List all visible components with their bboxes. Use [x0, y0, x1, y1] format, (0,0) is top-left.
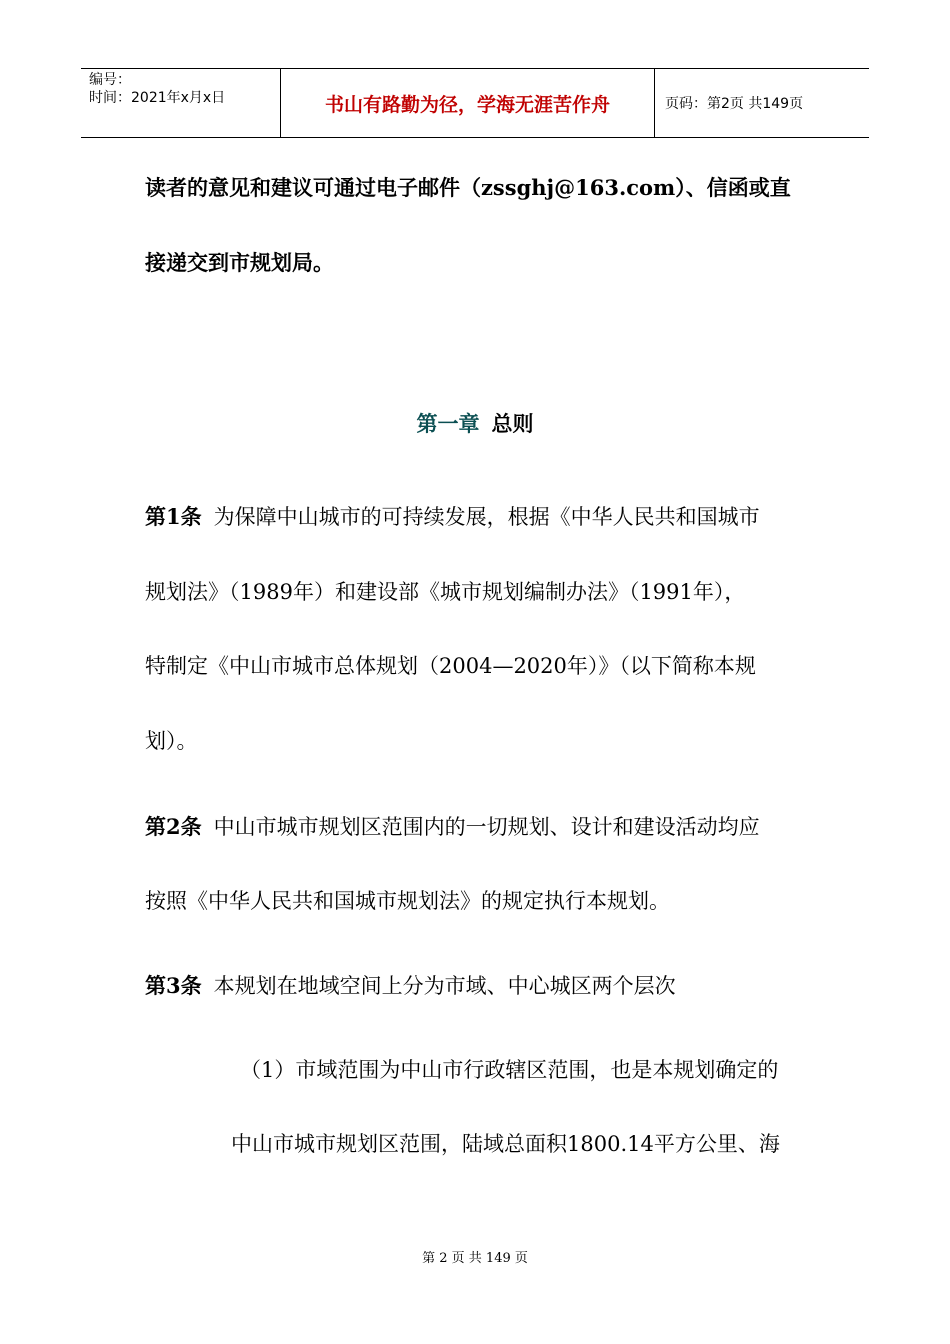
chapter-heading [0, 408, 950, 438]
article-1-line-4: 划）。 [145, 729, 198, 753]
header-meta [81, 69, 281, 137]
article-1-label: 第1条 [145, 504, 202, 529]
document-time-label: 时间：2021年x月x日 [89, 90, 226, 106]
article-3-item-1-line-2: 中山市城市规划区范围，陆域总面积1800.14平方公里、海 [231, 1132, 780, 1156]
header-motto: 书山有路勤为径，学海无涯苦作舟 [281, 69, 655, 137]
article-2-label: 第2条 [145, 814, 202, 839]
article-2-text-1: 中山市城市规划区范围内的一切规划、设计和建设活动均应 [213, 815, 760, 839]
article-3-text-1: 本规划在地域空间上分为市域、中心城区两个层次 [213, 974, 676, 998]
chapter-number: 第一章 [416, 411, 480, 436]
article-3-item-1-line-1: （1）市域范围为中山市行政辖区范围，也是本规划确定的 [240, 1058, 779, 1082]
article-1-line-3: 特制定《中山市城市总体规划（2004—2020年）》（以下简称本规 [145, 654, 756, 678]
chapter-title: 总则 [491, 411, 534, 436]
article-1-text-1: 为保障中山城市的可持续发展，根据《中华人民共和国城市 [213, 505, 760, 529]
page-header [81, 68, 869, 138]
article-1-line-1 [145, 501, 760, 531]
intro-line-1: 读者的意见和建议可通过电子邮件（zssghj@163.com）、信函或直 [145, 175, 791, 200]
page-footer: 第 2 页 共 149 页 [422, 1251, 528, 1266]
header-page-info: 页码：第2页 共149页 [665, 96, 804, 112]
article-3-line-1 [145, 970, 676, 1000]
article-2-line-2: 按照《中华人民共和国城市规划法》的规定执行本规划。 [145, 889, 670, 913]
article-1-line-2: 规划法》（1989年）和建设部《城市规划编制办法》（1991年）， [145, 580, 746, 604]
intro-line-2: 接递交到市规划局。 [145, 250, 334, 275]
article-3-label: 第3条 [145, 973, 202, 998]
document-number-label: 编号： [89, 72, 131, 88]
article-2-line-1 [145, 811, 760, 841]
